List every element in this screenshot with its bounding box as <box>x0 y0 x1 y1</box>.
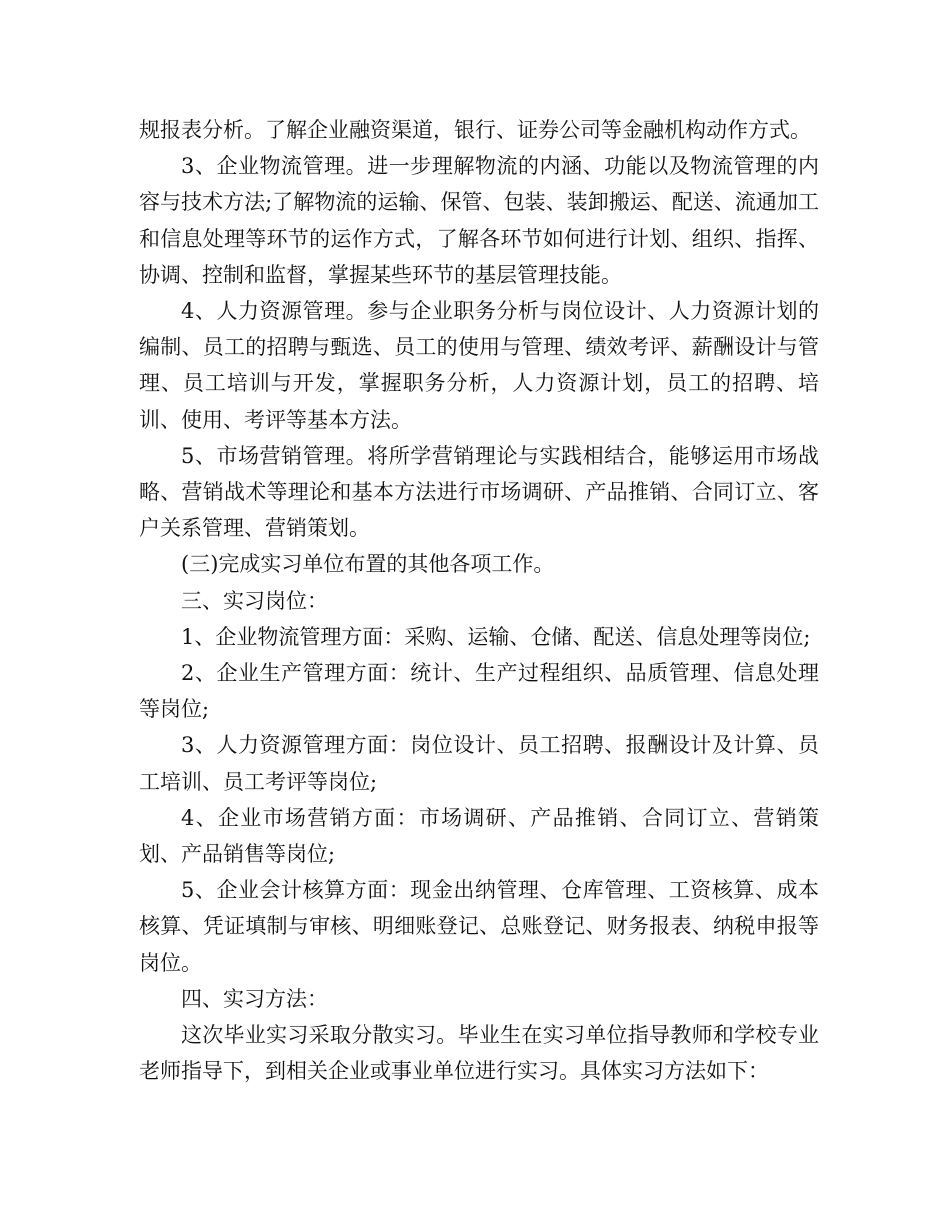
heading-internship-positions: 三、实习岗位： <box>181 588 328 613</box>
paragraph-logistics-management: 3、企业物流管理。进一步理解物流的内涵、功能以及物流管理的内容与技术方法;了解物流的运输、保管、包装、装卸搬运、配送、流通加工和信息处理等环节的运作方式，了解各环节如何进行计划、组织、指挥、协调、控制和监督，掌握某些环节的基层管理技能。 <box>139 154 819 287</box>
paragraph-position-hr: 3、人力资源管理方面：岗位设计、员工招聘、报酬设计及计算、员工培训、员工考评等岗位; <box>139 733 819 794</box>
paragraph-position-accounting: 5、企业会计核算方面：现金出纳管理、仓库管理、工资核算、成本核算、凭证填制与审核、明细账登记、总账登记、财务报表、纳税申报等岗位。 <box>139 878 819 975</box>
paragraph-position-marketing: 4、企业市场营销方面：市场调研、产品推销、合同订立、营销策划、产品销售等岗位; <box>139 805 819 867</box>
paragraph-position-logistics: 1、企业物流管理方面：采购、运输、仓储、配送、信息处理等岗位; <box>181 624 811 649</box>
paragraph-hr-management: 4、人力资源管理。参与企业职务分析与岗位设计、人力资源计划的编制、员工的招聘与甄选、员工的使用与管理、绩效考评、薪酬设计与管理、员工培训与开发，掌握职务分析，人力资源计划，员工的招聘、培训、使用、考评等基本方法。 <box>139 299 819 432</box>
paragraph-financing: 规报表分析。了解企业融资渠道，银行、证券公司等金融机构动作方式。 <box>139 118 811 142</box>
paragraph-position-production: 2、企业生产管理方面：统计、生产过程组织、品质管理、信息处理等岗位; <box>139 661 819 722</box>
document-body <box>139 112 819 1089</box>
heading-internship-method: 四、实习方法： <box>181 986 328 1011</box>
paragraph-marketing-management: 5、市场营销管理。将所学营销理论与实践相结合，能够运用市场战略、营销战术等理论和基本方法进行市场调研、产品推销、合同订立、客户关系管理、营销策划。 <box>139 443 819 541</box>
paragraph-other-tasks: (三)完成实习单位布置的其他各项工作。 <box>181 552 555 577</box>
paragraph-internship-method: 这次毕业实习采取分散实习。毕业生在实习单位指导教师和学校专业老师指导下，到相关企业或事业单位进行实习。具体实习方法如下： <box>139 1023 819 1084</box>
